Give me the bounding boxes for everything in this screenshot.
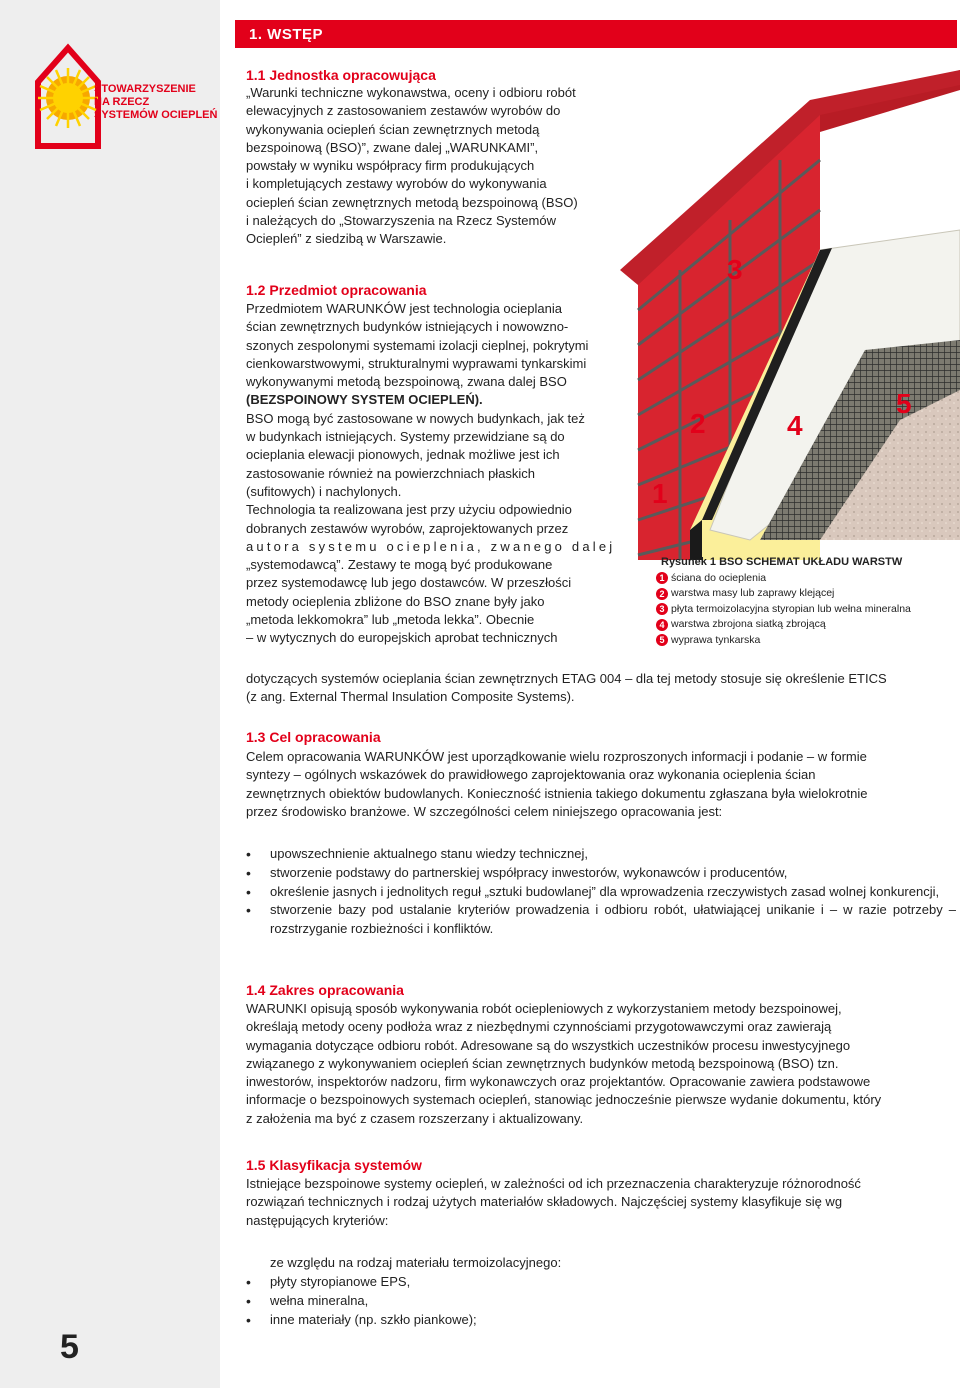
section-1-1-heading: 1.1 Jednostka opracowująca [246,67,436,83]
page-number: 5 [60,1328,79,1366]
section-1-5-heading: 1.5 Klasyfikacja systemów [246,1157,422,1173]
section-1-4-body: WARUNKI opisują sposób wykonywania robót ociepleniowych z wykorzystaniem metody bezspoinowej, określają metody oceny podłoża wraz z niezbędnymi czynnościami przygotowawczymi oraz zawierają wymagania dotyczące odbioru robót. Adresowane są do wszystkich uczestników procesu inwestycyjnego związanego z wykonywaniem ociepleń ścian zewnętrznych budynków metodą bezspoinową (BSO) tzn. inwestorów, inspektorów nadzoru, firm wykonawczych oraz projektantów. Opracowanie zawiera podstawowe informacje o bezspoinowych systemach ociepleń, stanowiąc jednocześnie pierwsze wydanie dokumentu, który z założenia ma być z czasem rozszerzany i aktualizowany. [246,1001,882,1126]
figure-number-3: 3 [727,254,743,285]
bso-layers-diagram [620,70,960,560]
chapter-title: 1. WSTĘP [249,26,324,43]
figure-number-2: 2 [690,408,706,439]
list-item: • płyty styropianowe EPS, [246,1273,846,1292]
section-1-2-body-wide: dotyczących systemów ocieplania ścian zewnętrznych ETAG 004 – dla tej metody stosuje się określenie ETICS (z ang. External Thermal Insulation Composite Systems). [246,671,887,705]
caption-item: 1 ściana do ocieplenia [656,571,956,587]
list-item: • stworzenie bazy pod ustalanie kryteriów prowadzenia i odbioru robót, ułatwiającej unikanie i – w razie potrzeby – rozstrzyganie rozbieżności i konfliktów. [246,901,956,939]
section-1-3-heading: 1.3 Cel opracowania [246,729,381,745]
list-item: • upowszechnienie aktualnego stanu wiedzy technicznej, [246,845,956,864]
section-1-3-goals-list [246,845,956,939]
figure-number-5: 5 [896,388,912,419]
list-item: • określenie jasnych i jednolitych reguł „sztuki budowlanej” dla wprowadzenia rzeczywistych zasad wolnej konkurencji, [246,883,956,902]
section-1-3-body: Celem opracowania WARUNKÓW jest uporządkowanie wielu rozproszonych informacji i podanie – w formie syntezy – ogólnych wskazówek do prawidłowego zaprojektowania oraz wykonania ocieplenia ścian zewnętrznych obiektów budowlanych. Konieczność istnienia takiego dokumentu zgłaszana była wielokrotnie przez środowisko branżowe. W szczególności celem niniejszego opracowania jest: [246,749,868,819]
list-item: • wełna mineralna, [246,1292,846,1311]
section-1-2-heading: 1.2 Przedmiot opracowania [246,282,427,298]
section-1-5-criteria-list [246,1273,846,1329]
chapter-header [235,20,957,48]
section-1-4-heading: 1.4 Zakres opracowania [246,982,404,998]
caption-item: 3 płyta termoizolacyjna styropian lub wełna mineralna [656,602,956,618]
section-1-1-body: „Warunki techniczne wykonawstwa, oceny i odbioru robót elewacyjnych z zastosowaniem zestawów wyrobów do wykonywania ociepleń ścian zewnętrznych metodą bezspoinową (BSO)”, zwane dalej „WARUNKAMI”, powstały w wyniku współpracy firm produkujących i kompletujących zestawy wyrobów do wykonywania ociepleń ścian zewnętrznych metodą bezspoinową (BSO) i należących do „Stowarzyszenia na Rzecz Systemów Ociepleń” z siedzibą w Warszawie. [246,85,578,247]
sun-icon [38,68,98,128]
logo-text: STOWARZYSZENIE NA RZECZ SYSTEMÓW OCIEPLEŃ [94,83,218,121]
caption-item: 4 warstwa zbrojona siatką zbrojącą [656,617,956,633]
list-item: • stworzenie podstawy do partnerskiej współpracy inwestorów, wykonawców i producentów, [246,864,956,883]
figure-number-4: 4 [787,410,803,441]
list-item: • inne materiały (np. szkło piankowe); [246,1311,846,1330]
caption-item: 2 warstwa masy lub zaprawy klejącej [656,586,956,602]
figure-caption [656,555,956,648]
section-1-5-criteria-intro: ze względu na rodzaj materiału termoizolacyjnego: [270,1255,562,1270]
section-1-5-body: Istniejące bezspoinowe systemy ociepleń, w zależności od ich przeznaczenia charakteryzuje różnorodność rozwiązań technicznych i rodzaj użytych materiałów składowych. Najczęściej systemy klasyfikuje się wg następujących kryteriów: [246,1176,861,1228]
caption-item: 5 wyprawa tynkarska [656,633,956,649]
figure-caption-title: Rysunek 1 BSO SCHEMAT UKŁADU WARSTW [661,556,903,568]
section-1-2-body: Przedmiotem WARUNKÓW jest technologia ocieplania ścian zewnętrznych budynków istniejących i nowowzno- szonych zespolonymi systemami izolacji cieplnej, pokrytymi cienkowarstwowymi, strukturalnymi wyprawami tynkarskimi wykonywanymi metodą bezspoinową, zwana dalej BSO (BEZSPOINOWY SYSTEM OCIEPLEŃ). BSO mogą być zastosowane w nowych budynkach, jak też w budynkach istniejących. Systemy przewidziane są do ocieplania elewacji pionowych, jednak możliwe jest ich zastosowanie również na powierzchniach płaskich (sufitowych) i nachylonych. Technologia ta realizowana jest przy użyciu odpowiednio dobranych zestawów wyrobów, zaprojektowanych przez autora systemu ocieplenia, zwanego dalej „systemodawcą”. Zestawy te mogą być produkowane przez systemodawcę lub jego dostawców. W przeszłości metody ocieplenia zbliżone do BSO znane były jako „metoda lekkomokra” lub „metoda lekka”. Obecnie – w wytycznych do europejskich aprobat technicznych [246,301,616,646]
figure-number-1: 1 [652,478,668,509]
sidebar [0,0,220,1388]
